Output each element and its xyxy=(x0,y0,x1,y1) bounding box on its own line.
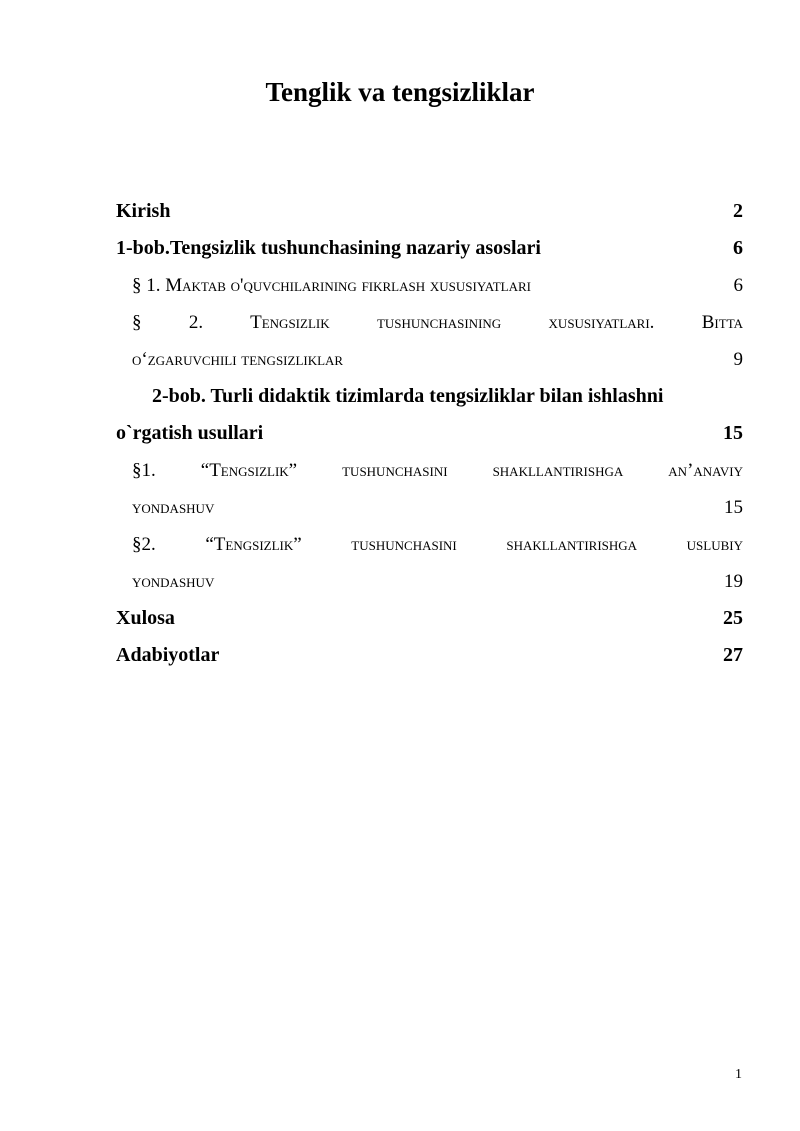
toc-entry-page: 15 xyxy=(723,422,743,444)
toc-entry-section-2-1-line1 xyxy=(116,452,743,489)
toc-entry-page: 25 xyxy=(723,607,743,629)
toc-entry-chapter-1 xyxy=(116,230,743,267)
toc-entry-label: Xulosa xyxy=(116,607,175,629)
table-of-contents xyxy=(116,193,743,674)
toc-entry-xulosa xyxy=(116,600,743,637)
toc-entry-label-cont: yondashuv xyxy=(132,571,215,592)
toc-entry-section-1-1 xyxy=(116,267,743,304)
toc-entry-label: § 1. Maktab o'quvchilarining fikrlash xususiyatlari xyxy=(132,275,531,296)
page-number: 1 xyxy=(735,1067,742,1082)
toc-entry-page: 6 xyxy=(733,275,743,296)
toc-entry-kirish xyxy=(116,193,743,230)
toc-entry-section-1-2-line1 xyxy=(116,304,743,341)
toc-entry-page: 6 xyxy=(733,237,743,259)
toc-entry-label: 1-bob.Tengsizlik tushunchasining nazariy asoslari xyxy=(116,237,541,259)
toc-entry-chapter-2-line2 xyxy=(116,415,743,452)
toc-entry-adabiyotlar xyxy=(116,637,743,674)
toc-entry-label: Adabiyotlar xyxy=(116,644,220,666)
toc-entry-page: 2 xyxy=(733,200,743,222)
toc-entry-label: 2-bob. Turli didaktik tizimlarda tengsizliklar bilan ishlashni xyxy=(152,385,664,407)
toc-entry-label: §2. “Tengsizlik” tushunchasini shakllantirishga uslubiy xyxy=(132,534,743,555)
toc-entry-label-cont: yondashuv xyxy=(132,497,215,518)
toc-entry-section-1-2-line2 xyxy=(116,341,743,378)
toc-entry-section-2-2-line1 xyxy=(116,526,743,563)
toc-entry-section-2-1-line2 xyxy=(116,489,743,526)
toc-entry-page: 15 xyxy=(724,497,743,518)
toc-entry-label: Kirish xyxy=(116,200,171,222)
toc-entry-label-cont: o`rgatish usullari xyxy=(116,422,264,444)
toc-entry-label: §1. “Tengsizlik” tushunchasini shakllantirishga an’anaviy xyxy=(132,460,743,481)
toc-entry-page: 19 xyxy=(724,571,743,592)
toc-entry-page: 9 xyxy=(733,349,743,370)
page-title: Tenglik va tengsizliklar xyxy=(265,77,535,107)
toc-entry-label: § 2. Tengsizlik tushunchasining xususiyatlari. Bitta xyxy=(132,312,743,333)
toc-entry-section-2-2-line2 xyxy=(116,563,743,600)
toc-entry-label-cont: o‘zgaruvchili tengsizliklar xyxy=(132,349,344,370)
toc-entry-page: 27 xyxy=(723,644,743,666)
toc-entry-chapter-2-line1 xyxy=(116,378,743,415)
